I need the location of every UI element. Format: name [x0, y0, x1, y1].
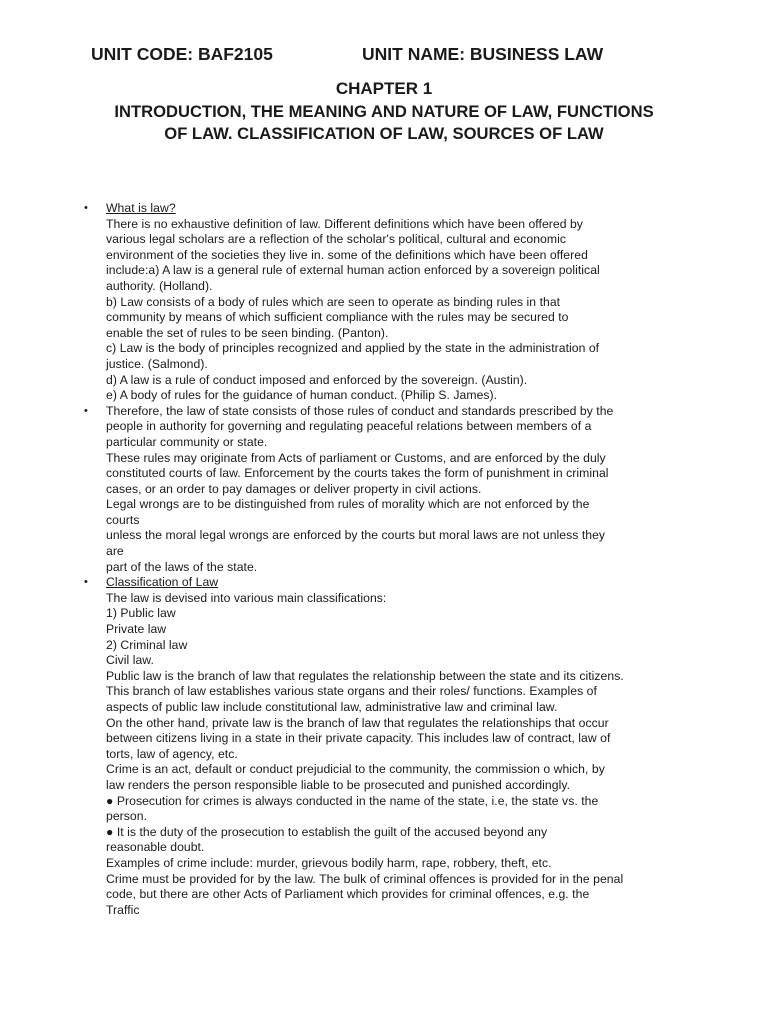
section-heading: What is law? — [106, 201, 176, 215]
paragraph-line: There is no exhaustive definition of law. Different definitions which have been offered by — [106, 216, 583, 231]
paragraph-line: Crime is an act, default or conduct prejudicial to the community, the commission o which, by — [106, 762, 605, 777]
paragraph-line: Traffic — [106, 902, 140, 917]
paragraph-line: Therefore, the law of state consists of those rules of conduct and standards prescribed by the — [106, 403, 614, 418]
paragraph-line: ● Prosecution for crimes is always conducted in the name of the state, i.e, the state vs. the — [106, 793, 599, 808]
paragraph-line: 1) Public law — [106, 606, 176, 621]
section-heading: Classification of Law — [106, 575, 219, 590]
paragraph-line: community by means of which sufficient compliance with the rules may be secured to — [106, 310, 569, 325]
paragraph-line: ● It is the duty of the prosecution to establish the guilt of the accused beyond any — [106, 824, 548, 839]
chapter-title-line: INTRODUCTION, THE MEANING AND NATURE OF LAW, FUNCTIONS — [114, 102, 654, 121]
paragraph-line: 2) Criminal law — [106, 637, 188, 652]
paragraph-line: torts, law of agency, etc. — [106, 746, 238, 761]
paragraph-line: constituted courts of law. Enforcement by the courts takes the form of punishment in criminal — [106, 466, 609, 481]
paragraph-line: between citizens living in a state in their private capacity. This includes law of contract, law of — [106, 731, 611, 746]
chapter-label: CHAPTER 1 — [335, 79, 433, 98]
paragraph-line: Crime must be provided for by the law. The bulk of criminal offences is provided for in the penal — [106, 871, 624, 886]
paragraph-line: particular community or state. — [106, 434, 268, 449]
paragraph-line: Legal wrongs are to be distinguished from rules of morality which are not enforced by the — [106, 497, 590, 512]
paragraph-line: code, but there are other Acts of Parliament which provides for criminal offences, e.g. the — [106, 887, 590, 902]
paragraph-line: On the other hand, private law is the branch of law that regulates the relationships that occur — [106, 715, 609, 730]
bullet-icon: • — [84, 576, 88, 589]
document-body — [84, 201, 684, 918]
paragraph-line: person. — [106, 809, 148, 824]
paragraph-line: Examples of crime include: murder, grievous bodily harm, rape, robbery, theft, etc. — [106, 855, 552, 870]
paragraph-line: various legal scholars are a reflection of the scholar's political, cultural and economic — [106, 232, 566, 247]
bullet-section — [84, 201, 684, 404]
unit-code: UNIT CODE: BAF2105 — [91, 44, 273, 64]
chapter-title-line: OF LAW. CLASSIFICATION OF LAW, SOURCES OF LAW — [164, 124, 604, 143]
paragraph-line: courts — [106, 512, 140, 527]
paragraph-line: unless the moral legal wrongs are enforced by the courts but moral laws are not unless they — [106, 528, 606, 543]
paragraph-line: justice. (Salmond). — [106, 356, 208, 371]
paragraph-line: Civil law. — [106, 653, 154, 668]
paragraph-line: b) Law consists of a body of rules which are seen to operate as binding rules in that — [106, 294, 561, 309]
paragraph-line: reasonable doubt. — [106, 840, 205, 855]
bullet-icon: • — [84, 404, 88, 417]
paragraph-line: include:a) A law is a general rule of external human action enforced by a sovereign political — [106, 263, 600, 278]
paragraph-line: aspects of public law include constitutional law, administrative law and criminal law. — [106, 700, 558, 714]
paragraph-line: The law is devised into various main classifications: — [106, 590, 387, 605]
paragraph-line: Public law is the branch of law that regulates the relationship between the state and its citizens. — [106, 668, 624, 683]
paragraph-line: cases, or an order to pay damages or deliver property in civil actions. — [106, 481, 482, 496]
paragraph-line: d) A law is a rule of conduct imposed and enforced by the sovereign. (Austin). — [106, 372, 528, 387]
paragraph-line: This branch of law establishes various state organs and their roles/ functions. Examples of — [106, 684, 597, 699]
paragraph-line: authority. (Holland). — [106, 278, 213, 293]
paragraph-line: These rules may originate from Acts of parliament or Customs, and are enforced by the duly — [106, 450, 606, 465]
bullet-section — [84, 575, 684, 918]
paragraph-line: c) Law is the body of principles recognized and applied by the state in the administration of — [106, 341, 600, 356]
paragraph-line: environment of the societies they live in. some of the definitions which have been offered — [106, 247, 588, 262]
paragraph-line: Private law — [106, 622, 167, 637]
bullet-icon: • — [84, 202, 88, 214]
paragraph-line: law renders the person responsible liable to be prosecuted and punished accordingly. — [106, 777, 571, 792]
paragraph-line: are — [106, 544, 124, 559]
bullet-section — [84, 404, 684, 576]
unit-name: UNIT NAME: BUSINESS LAW — [362, 44, 604, 64]
chapter-title — [60, 101, 708, 145]
unit-header — [0, 44, 768, 72]
paragraph-line: e) A body of rules for the guidance of human conduct. (Philip S. James). — [106, 388, 498, 403]
paragraph-line: enable the set of rules to be seen binding. (Panton). — [106, 325, 389, 340]
paragraph-line: people in authority for governing and regulating peaceful relations between members of a — [106, 419, 592, 434]
paragraph-line: part of the laws of the state. — [106, 559, 258, 574]
